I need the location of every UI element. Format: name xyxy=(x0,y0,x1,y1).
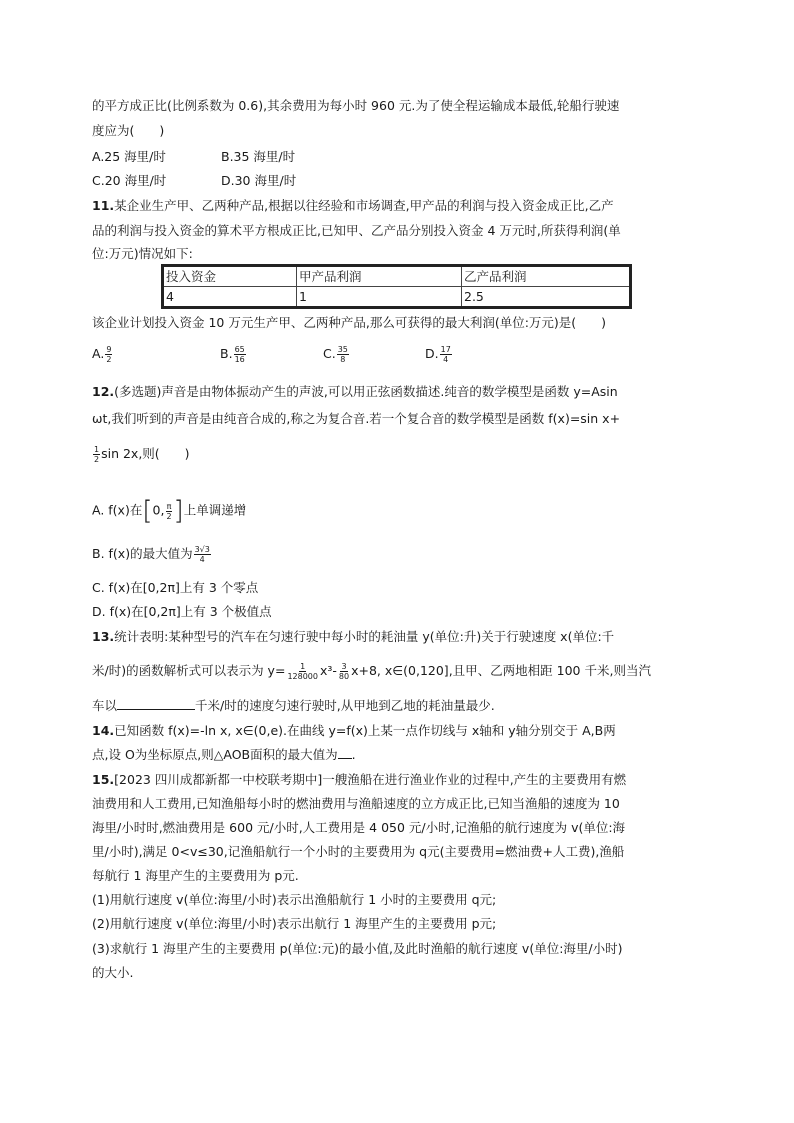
q12-line1 xyxy=(92,383,618,401)
numerator: 9 xyxy=(106,345,112,354)
table-cell: 1 xyxy=(297,287,462,308)
q15-line5: 每航行 1 海里产生的主要费用为 p元. xyxy=(92,868,299,883)
answer-blank[interactable] xyxy=(338,746,352,759)
fraction xyxy=(337,345,349,364)
denominator: 128000 xyxy=(287,672,318,681)
q13-line3 xyxy=(92,697,495,715)
q15-number: 15. xyxy=(92,772,115,787)
q12-number: 12. xyxy=(92,384,115,399)
q11-number: 11. xyxy=(92,198,115,213)
table-header-row xyxy=(163,266,631,287)
q13-line2 xyxy=(92,662,651,681)
fraction xyxy=(165,502,172,521)
denominator: 2 xyxy=(166,511,172,521)
q14-number: 14. xyxy=(92,723,115,738)
q15-line2: 油费用和人工费用,已知渔船每小时的燃油费用与渔船速度的立方成正比,已知当渔船的速度为 10 xyxy=(92,796,620,811)
q10-option-a: A.25 海里/时 xyxy=(92,149,166,164)
q11-option-d xyxy=(425,345,453,364)
denominator: 80 xyxy=(338,672,350,681)
option-label: B. xyxy=(220,346,233,361)
q12-line2: ωt,我们听到的声音是由纯音合成的,称之为复合音.若一个复合音的数学模型是函数 f(x)=sin x+ xyxy=(92,411,621,426)
numerator: 3√3 xyxy=(194,545,210,554)
q11-line2: 品的利润与投入资金的算术平方根成正比,已知甲、乙产品分别投入资金 4 万元时,所获得利润(单 xyxy=(92,223,621,238)
q11-option-b xyxy=(220,345,247,364)
table-cell: 4 xyxy=(163,287,297,308)
q15-sub3-line2: 的大小. xyxy=(92,965,134,980)
q15-sub1: (1)用航行速度 v(单位:海里/小时)表示出渔船航行 1 小时的主要费用 q元; xyxy=(92,892,497,907)
option-text: B. f(x)的最大值为 xyxy=(92,546,193,561)
q12-line3 xyxy=(92,445,190,464)
table-header-cell: 甲产品利润 xyxy=(297,266,462,287)
q15-sub3-line1: (3)求航行 1 海里产生的主要费用 p(单位:元)的最小值,及此时渔船的航行速度 v(单位:海里/小时) xyxy=(92,941,623,956)
numerator: π xyxy=(166,501,172,511)
q10-line2: 度应为( ) xyxy=(92,123,165,138)
numerator: 65 xyxy=(234,345,245,354)
q12-option-a xyxy=(92,498,246,524)
option-label: C. xyxy=(323,346,336,361)
fraction xyxy=(440,345,452,364)
table-cell: 2.5 xyxy=(462,287,631,308)
table-header-cell: 投入资金 xyxy=(163,266,297,287)
q13-text2a: 米/时)的函数解析式可以表示为 y= xyxy=(92,663,286,678)
right-bracket: ] xyxy=(173,496,184,526)
q11-line4: 该企业计划投入资金 10 万元生产甲、乙两种产品,那么可获得的最大利润(单位:万元)是( ) xyxy=(92,315,607,330)
table-header-cell: 乙产品利润 xyxy=(462,266,631,287)
q14-line1 xyxy=(92,722,616,740)
q12-option-d: D. f(x)在[0,2π]上有 3 个极值点 xyxy=(92,604,272,619)
q15-line1 xyxy=(92,771,626,789)
q14-text2a: 点,设 O为坐标原点,则△AOB面积的最大值为 xyxy=(92,747,338,762)
denominator: 2 xyxy=(106,355,112,364)
q13-text1: 统计表明:某种型号的汽车在匀速行驶中每小时的耗油量 y(单位:升)关于行驶速度 x(单位:千 xyxy=(114,629,615,644)
option-label: A. xyxy=(92,346,105,361)
q15-line4: 里/小时),满足 0<v≤30,记渔船航行一个小时的主要费用为 q元(主要费用=燃油费+人工费),渔船 xyxy=(92,844,625,859)
q11-line1 xyxy=(92,197,614,215)
q10-option-d: D.30 海里/时 xyxy=(221,173,297,188)
q12-text3: sin 2x,则( ) xyxy=(101,446,190,461)
q13-number: 13. xyxy=(92,629,115,644)
fraction xyxy=(286,662,319,681)
denominator: 4 xyxy=(443,355,449,364)
q14-text2b: . xyxy=(351,747,356,762)
interval-left: 0, xyxy=(152,502,165,518)
q14-line2 xyxy=(92,746,356,764)
q13-line1 xyxy=(92,628,614,646)
q12-option-c: C. f(x)在[0,2π]上有 3 个零点 xyxy=(92,580,259,595)
denominator: 4 xyxy=(199,555,205,564)
q10-option-c: C.20 海里/时 xyxy=(92,173,167,188)
q11-option-c xyxy=(323,345,350,364)
q12-text1: (多选题)声音是由物体振动产生的声波,可以用正弦函数描述.纯音的数学模型是函数 y=Asin xyxy=(114,384,618,399)
q11-text1: 某企业生产甲、乙两种产品,根据以往经验和市场调查,甲产品的利润与投入资金成正比,乙产 xyxy=(114,198,614,213)
q10-option-b: B.35 海里/时 xyxy=(221,149,296,164)
q15-text1: [2023 四川成都新都一中校联考期中]一艘渔船在进行渔业作业的过程中,产生的主要费用有燃 xyxy=(114,772,627,787)
fraction xyxy=(338,662,350,681)
option-text: A. f(x)在 xyxy=(92,502,143,518)
denominator: 8 xyxy=(340,355,346,364)
q12-option-b xyxy=(92,545,212,564)
q11-line3: 位:万元)情况如下: xyxy=(92,246,193,261)
numerator: 1 xyxy=(94,445,100,454)
fraction xyxy=(234,345,246,364)
numerator: 3 xyxy=(341,662,347,671)
q13-text2c: x+8, x∈(0,120],且甲、乙两地相距 100 千米,则当汽 xyxy=(351,663,651,678)
denominator: 16 xyxy=(234,355,245,364)
q11-option-a xyxy=(92,345,113,364)
q13-text2b: x³- xyxy=(319,663,337,678)
answer-blank[interactable] xyxy=(117,697,195,710)
q11-table xyxy=(161,264,632,309)
numerator: 35 xyxy=(337,345,348,354)
fraction xyxy=(93,445,100,464)
denominator: 2 xyxy=(94,455,100,464)
table-row xyxy=(163,287,631,308)
q14-text1: 已知函数 f(x)=-ln x, x∈(0,e).在曲线 y=f(x)上某一点作切线与 x轴和 y轴分别交于 A,B两 xyxy=(114,723,616,738)
fraction xyxy=(194,545,211,564)
q10-line1: 的平方成正比(比例系数为 0.6),其余费用为每小时 960 元.为了使全程运输成本最低,轮船行驶速 xyxy=(92,98,620,113)
q15-sub2: (2)用航行速度 v(单位:海里/小时)表示出航行 1 海里产生的主要费用 p元; xyxy=(92,916,497,931)
numerator: 17 xyxy=(440,345,451,354)
q13-text3b: 千米/时的速度匀速行驶时,从甲地到乙地的耗油量最少. xyxy=(195,698,495,713)
q15-line3: 海里/小时时,燃油费用是 600 元/小时,人工费用是 4 050 元/小时,记渔船的航行速度为 v(单位:海 xyxy=(92,820,626,835)
option-text: 上单调递增 xyxy=(183,502,247,518)
q13-text3a: 车以 xyxy=(92,698,118,713)
fraction xyxy=(105,345,112,364)
option-label: D. xyxy=(425,346,439,361)
left-bracket: [ xyxy=(142,496,153,526)
numerator: 1 xyxy=(300,662,306,671)
